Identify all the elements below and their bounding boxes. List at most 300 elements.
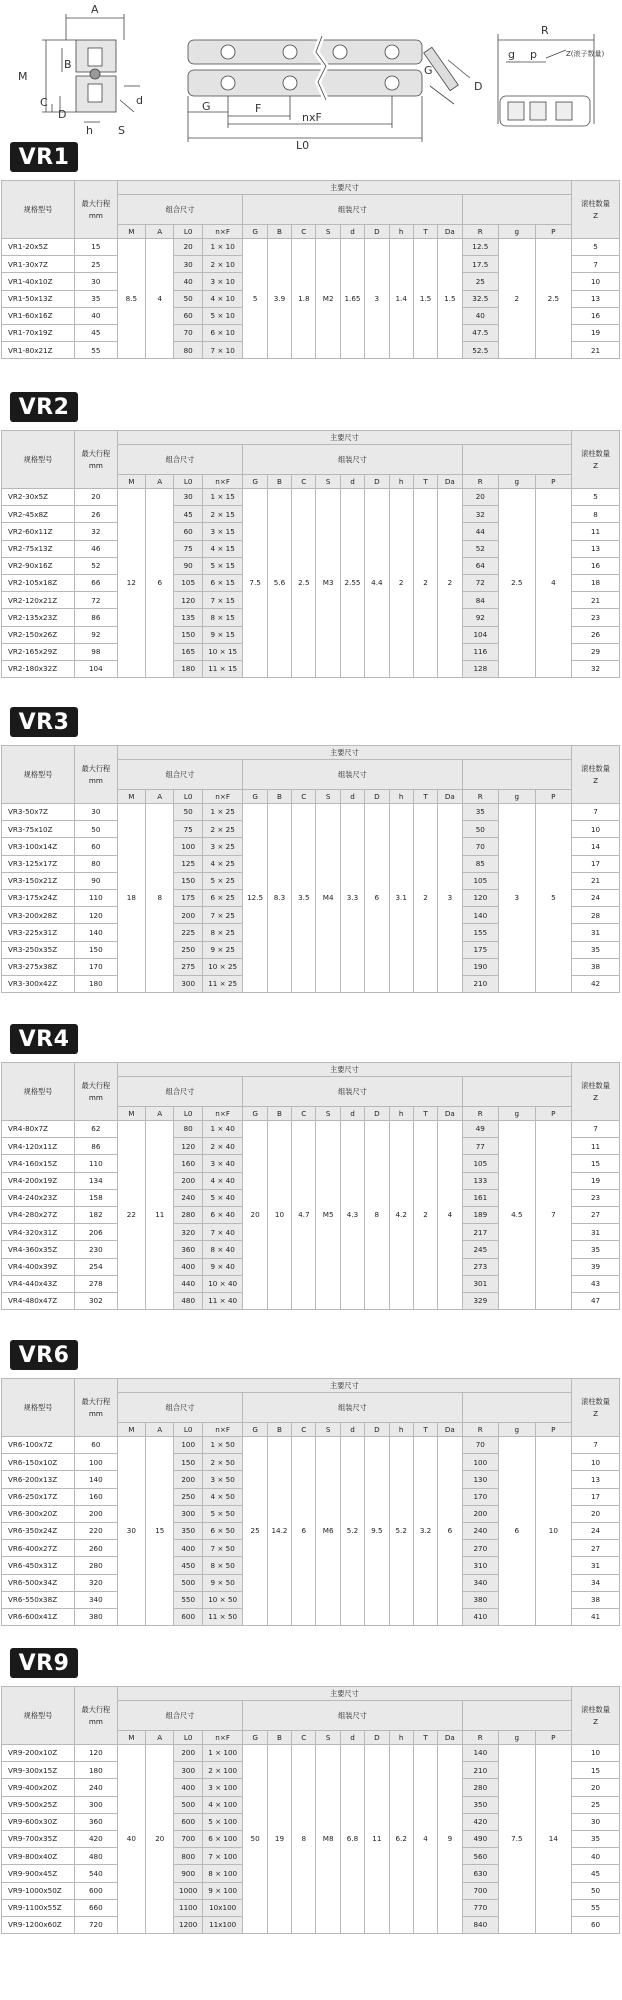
cell-l0: 440 [174,1275,202,1292]
cell-d: 9.5 [365,1437,389,1626]
cell-m: 18 [117,804,145,993]
cell-z: 8 [572,506,620,523]
col-header: D [365,1731,389,1745]
cell-model: VR3-75x10Z [2,821,75,838]
header-assembly: 组装尺寸 [243,760,462,790]
cell-l0: 150 [174,626,202,643]
cell-p: 7 [535,1121,572,1310]
cell-r: 120 [462,889,499,906]
cell-l0: 30 [174,489,202,506]
col-header: R [462,790,499,804]
cell-l0: 600 [174,1813,202,1830]
cell-p: 2.5 [535,239,572,359]
col-header: C [292,1107,316,1121]
cell-z: 10 [572,821,620,838]
col-header: G [243,225,267,239]
label-R: R [541,24,549,37]
cell-l0: 90 [174,557,202,574]
cell-stroke: 260 [75,1540,118,1557]
cell-r: 105 [462,1155,499,1172]
cell-l0: 700 [174,1830,202,1847]
cell-l0: 20 [174,239,202,256]
header-rollers-symbol: Z [593,1092,599,1102]
cell-a: 11 [146,1121,174,1310]
cell-z: 19 [572,1172,620,1189]
header-model: 规格型号 [2,1063,75,1121]
cell-r: 128 [462,660,499,677]
section-title: VR4 [10,1024,78,1054]
cell-l0: 120 [174,592,202,609]
cell-r: 329 [462,1292,499,1309]
cell-b: 19 [267,1745,291,1934]
col-header: Da [438,1107,462,1121]
cell-l0: 500 [174,1796,202,1813]
cell-z: 14 [572,838,620,855]
cell-model: VR2-150x26Z [2,626,75,643]
col-header: h [389,790,413,804]
cell-stroke: 480 [75,1848,118,1865]
label-B: B [64,58,72,71]
header-rollers-symbol: Z [593,775,599,785]
cell-l0: 200 [174,1172,202,1189]
cell-da: 3 [438,804,462,993]
col-header: M [117,225,145,239]
cell-z: 27 [572,1540,620,1557]
cell-nxf: 11 × 15 [202,660,243,677]
cell-l0: 120 [174,1138,202,1155]
cell-l0: 180 [174,660,202,677]
cell-model: VR3-225x31Z [2,924,75,941]
header-model: 规格型号 [2,746,75,804]
cell-model: VR6-300x20Z [2,1505,75,1522]
cell-d: 6.8 [340,1745,364,1934]
cell-l0: 135 [174,609,202,626]
cell-g: 4.5 [499,1121,536,1310]
cell-nxf: 5 × 15 [202,557,243,574]
cell-r: 84 [462,592,499,609]
header-rollers-label: 滚柱数量 [581,1396,610,1406]
col-header: D [365,225,389,239]
cell-z: 11 [572,1138,620,1155]
label-h: h [86,124,93,137]
cell-model: VR6-100x7Z [2,1437,75,1454]
cell-z: 35 [572,1830,620,1847]
cell-stroke: 254 [75,1258,118,1275]
spec-table [1,1062,620,1310]
col-header: L0 [174,1731,202,1745]
col-header: R [462,225,499,239]
header-stroke-label: 最大行程 [81,448,111,458]
col-header: T [413,790,437,804]
header-main-dims: 主要尺寸 [117,1687,571,1701]
label-g: g [508,48,515,61]
cell-d: 11 [365,1745,389,1934]
col-header: Da [438,790,462,804]
col-header: S [316,790,340,804]
cell-stroke: 50 [75,821,118,838]
cell-nxf: 3 × 100 [202,1779,243,1796]
cell-g: 12.5 [243,804,267,993]
cell-l0: 300 [174,1505,202,1522]
cell-stroke: 90 [75,872,118,889]
cell-model: VR1-80x21Z [2,342,75,359]
col-header: Da [438,475,462,489]
cell-s: M5 [316,1121,340,1310]
col-header: R [462,1107,499,1121]
cell-d: 4.4 [365,489,389,678]
cell-model: VR2-165x29Z [2,643,75,660]
cell-z: 25 [572,1796,620,1813]
cell-t: 4 [413,1745,437,1934]
col-header: S [316,1107,340,1121]
header-spacer [462,1393,572,1423]
cell-p: 4 [535,489,572,678]
cell-l0: 60 [174,307,202,324]
cell-b: 10 [267,1121,291,1310]
cell-model: VR9-300x15Z [2,1762,75,1779]
col-header: D [365,790,389,804]
col-header: g [499,225,536,239]
cell-z: 35 [572,941,620,958]
col-header: h [389,225,413,239]
col-header: g [499,790,536,804]
table-row [2,489,620,506]
cell-l0: 240 [174,1189,202,1206]
cell-l0: 300 [174,1762,202,1779]
col-header: h [389,1107,413,1121]
cell-l0: 200 [174,1745,202,1762]
cell-nxf: 8 × 40 [202,1241,243,1258]
cell-da: 6 [438,1437,462,1626]
cell-stroke: 600 [75,1882,118,1899]
header-stroke [75,1063,118,1121]
cell-nxf: 2 × 50 [202,1454,243,1471]
cell-z: 38 [572,1591,620,1608]
cell-nxf: 5 × 25 [202,872,243,889]
header-rollers-symbol: Z [593,1408,599,1418]
cell-stroke: 26 [75,506,118,523]
cell-g: 20 [243,1121,267,1310]
label-A: A [91,3,99,16]
cell-z: 38 [572,958,620,975]
cell-nxf: 10 × 25 [202,958,243,975]
header-rollers-symbol: Z [593,1716,599,1726]
cell-b: 5.6 [267,489,291,678]
cell-z: 20 [572,1779,620,1796]
cell-r: 189 [462,1206,499,1223]
cell-g: 25 [243,1437,267,1626]
cell-z: 7 [572,256,620,273]
cell-a: 8 [146,804,174,993]
cell-nxf: 9 × 25 [202,941,243,958]
col-header: M [117,790,145,804]
cell-stroke: 140 [75,1471,118,1488]
cell-h: 3.1 [389,804,413,993]
header-rollers-label: 滚柱数量 [581,448,610,458]
header-rollers-symbol: Z [593,210,599,220]
cell-l0: 200 [174,1471,202,1488]
spec-table [1,745,620,993]
cell-stroke: 30 [75,273,118,290]
cell-b: 14.2 [267,1437,291,1626]
cell-stroke: 140 [75,924,118,941]
cell-z: 21 [572,342,620,359]
header-rollers-label: 滚柱数量 [581,1704,610,1714]
cell-nxf: 4 × 100 [202,1796,243,1813]
cell-p: 5 [535,804,572,993]
cell-d: 2.55 [340,489,364,678]
cell-stroke: 720 [75,1916,118,1933]
dimension-diagrams [0,0,622,160]
cell-r: 217 [462,1224,499,1241]
cell-model: VR6-150x10Z [2,1454,75,1471]
col-header: R [462,1423,499,1437]
cell-model: VR9-200x10Z [2,1745,75,1762]
col-header: P [535,790,572,804]
header-assembly: 组装尺寸 [243,1077,462,1107]
cell-d: 8 [365,1121,389,1310]
cell-z: 31 [572,1224,620,1241]
cell-h: 5.2 [389,1437,413,1626]
col-header: A [146,1731,174,1745]
col-header: M [117,1107,145,1121]
cell-model: VR9-1200x60Z [2,1916,75,1933]
cell-nxf: 7 × 40 [202,1224,243,1241]
cell-r: 560 [462,1848,499,1865]
col-header: M [117,475,145,489]
cell-r: 350 [462,1796,499,1813]
cell-nxf: 9 × 50 [202,1574,243,1591]
cell-model: VR2-135x23Z [2,609,75,626]
header-spacer [462,445,572,475]
cell-model: VR9-600x30Z [2,1813,75,1830]
cell-z: 13 [572,290,620,307]
cell-nxf: 7 × 10 [202,342,243,359]
table-row [2,804,620,821]
cell-nxf: 8 × 25 [202,924,243,941]
col-header: h [389,1423,413,1437]
col-header: g [499,1731,536,1745]
cell-r: 240 [462,1522,499,1539]
col-header: d [340,1423,364,1437]
cell-stroke: 86 [75,1138,118,1155]
cell-nxf: 1 × 15 [202,489,243,506]
col-header: h [389,1731,413,1745]
col-header: A [146,1107,174,1121]
cell-z: 50 [572,1882,620,1899]
cell-nxf: 1 × 50 [202,1437,243,1454]
cell-l0: 105 [174,574,202,591]
col-header: M [117,1731,145,1745]
cell-d: 3.3 [340,804,364,993]
col-header: n×F [202,1107,243,1121]
cell-l0: 50 [174,290,202,307]
cell-r: 32 [462,506,499,523]
cell-model: VR2-75x13Z [2,540,75,557]
col-header: G [243,1731,267,1745]
cell-l0: 160 [174,1155,202,1172]
cell-r: 630 [462,1865,499,1882]
header-stroke-unit: mm [88,460,103,470]
cell-a: 15 [146,1437,174,1626]
col-header: M [117,1423,145,1437]
cell-nxf: 7 × 50 [202,1540,243,1557]
col-header: A [146,1423,174,1437]
header-main-dims: 主要尺寸 [117,746,571,760]
col-header: B [267,790,291,804]
side-view-diagram [188,36,422,142]
col-header: g [499,475,536,489]
cell-z: 10 [572,1745,620,1762]
header-main-dims: 主要尺寸 [117,1379,571,1393]
cell-nxf: 4 × 15 [202,540,243,557]
cell-model: VR6-550x38Z [2,1591,75,1608]
col-header: P [535,1107,572,1121]
cell-stroke: 104 [75,660,118,677]
col-header: d [340,225,364,239]
cell-r: 140 [462,907,499,924]
col-header: C [292,1731,316,1745]
cell-l0: 150 [174,1454,202,1471]
cell-c: 8 [292,1745,316,1934]
cell-z: 47 [572,1292,620,1309]
cell-l0: 60 [174,523,202,540]
col-header: h [389,475,413,489]
table-row [2,1437,620,1454]
header-combo: 组合尺寸 [117,445,243,475]
cell-l0: 350 [174,1522,202,1539]
cell-nxf: 11 × 50 [202,1608,243,1625]
cell-r: 380 [462,1591,499,1608]
cell-z: 31 [572,1557,620,1574]
header-rollers [572,181,620,239]
cell-model: VR9-400x20Z [2,1779,75,1796]
cell-da: 2 [438,489,462,678]
cell-nxf: 5 × 100 [202,1813,243,1830]
cell-r: 100 [462,1454,499,1471]
cell-model: VR3-200x28Z [2,907,75,924]
cell-stroke: 160 [75,1488,118,1505]
cell-r: 70 [462,1437,499,1454]
header-assembly: 组装尺寸 [243,1393,462,1423]
cell-model: VR3-100x14Z [2,838,75,855]
cell-z: 7 [572,1437,620,1454]
col-header: G [243,790,267,804]
cell-model: VR9-1100x55Z [2,1899,75,1916]
section-title: VR1 [10,142,78,172]
spec-table [1,1686,620,1934]
cell-l0: 250 [174,1488,202,1505]
cell-stroke: 110 [75,889,118,906]
cell-r: 72 [462,574,499,591]
cell-model: VR9-700x35Z [2,1830,75,1847]
cell-l0: 50 [174,804,202,821]
col-header: L0 [174,790,202,804]
cell-h: 1.4 [389,239,413,359]
cell-stroke: 72 [75,592,118,609]
cell-r: 175 [462,941,499,958]
header-main-dims: 主要尺寸 [117,181,571,195]
label-G-side: G [202,100,211,113]
col-header: C [292,790,316,804]
cell-nxf: 4 × 40 [202,1172,243,1189]
col-header: D [365,1423,389,1437]
cell-nxf: 2 × 25 [202,821,243,838]
cell-model: VR4-200x19Z [2,1172,75,1189]
cell-l0: 250 [174,941,202,958]
cell-r: 190 [462,958,499,975]
cell-r: 273 [462,1258,499,1275]
cell-model: VR2-120x21Z [2,592,75,609]
cell-nxf: 7 × 15 [202,592,243,609]
cell-nxf: 8 × 100 [202,1865,243,1882]
col-header: L0 [174,225,202,239]
cell-model: VR3-300x42Z [2,975,75,992]
label-D-end: D [474,80,483,93]
cell-da: 4 [438,1121,462,1310]
cell-r: 35 [462,804,499,821]
cell-model: VR4-320x31Z [2,1224,75,1241]
cell-r: 700 [462,1882,499,1899]
cell-nxf: 6 × 25 [202,889,243,906]
cell-stroke: 150 [75,941,118,958]
cell-r: 105 [462,872,499,889]
cell-z: 11 [572,523,620,540]
cell-nxf: 5 × 10 [202,307,243,324]
cell-z: 20 [572,1505,620,1522]
cell-z: 5 [572,489,620,506]
cell-r: 47.5 [462,324,499,341]
cell-z: 27 [572,1206,620,1223]
cell-s: M2 [316,239,340,359]
spec-table [1,1378,620,1626]
cell-z: 55 [572,1899,620,1916]
cell-c: 2.5 [292,489,316,678]
cell-s: M6 [316,1437,340,1626]
header-assembly: 组装尺寸 [243,1701,462,1731]
cell-stroke: 25 [75,256,118,273]
cell-l0: 175 [174,889,202,906]
cell-b: 8.3 [267,804,291,993]
cell-model: VR2-60x11Z [2,523,75,540]
cell-stroke: 35 [75,290,118,307]
cell-z: 24 [572,1522,620,1539]
cell-r: 270 [462,1540,499,1557]
cell-stroke: 60 [75,838,118,855]
col-header: P [535,475,572,489]
header-spacer [462,1077,572,1107]
cell-stroke: 120 [75,1745,118,1762]
cell-nxf: 11 × 40 [202,1292,243,1309]
cell-z: 21 [572,592,620,609]
cell-stroke: 46 [75,540,118,557]
cell-model: VR4-240x23Z [2,1189,75,1206]
cell-l0: 275 [174,958,202,975]
cell-r: 12.5 [462,239,499,256]
section-title: VR2 [10,392,78,422]
cell-r: 770 [462,1899,499,1916]
header-main-dims: 主要尺寸 [117,431,571,445]
col-header: C [292,225,316,239]
col-header: S [316,1731,340,1745]
cell-model: VR4-480x47Z [2,1292,75,1309]
cell-model: VR2-30x5Z [2,489,75,506]
cell-model: VR4-440x43Z [2,1275,75,1292]
cell-m: 8.5 [117,239,145,359]
cell-r: 140 [462,1745,499,1762]
cell-l0: 800 [174,1848,202,1865]
cell-h: 6.2 [389,1745,413,1934]
